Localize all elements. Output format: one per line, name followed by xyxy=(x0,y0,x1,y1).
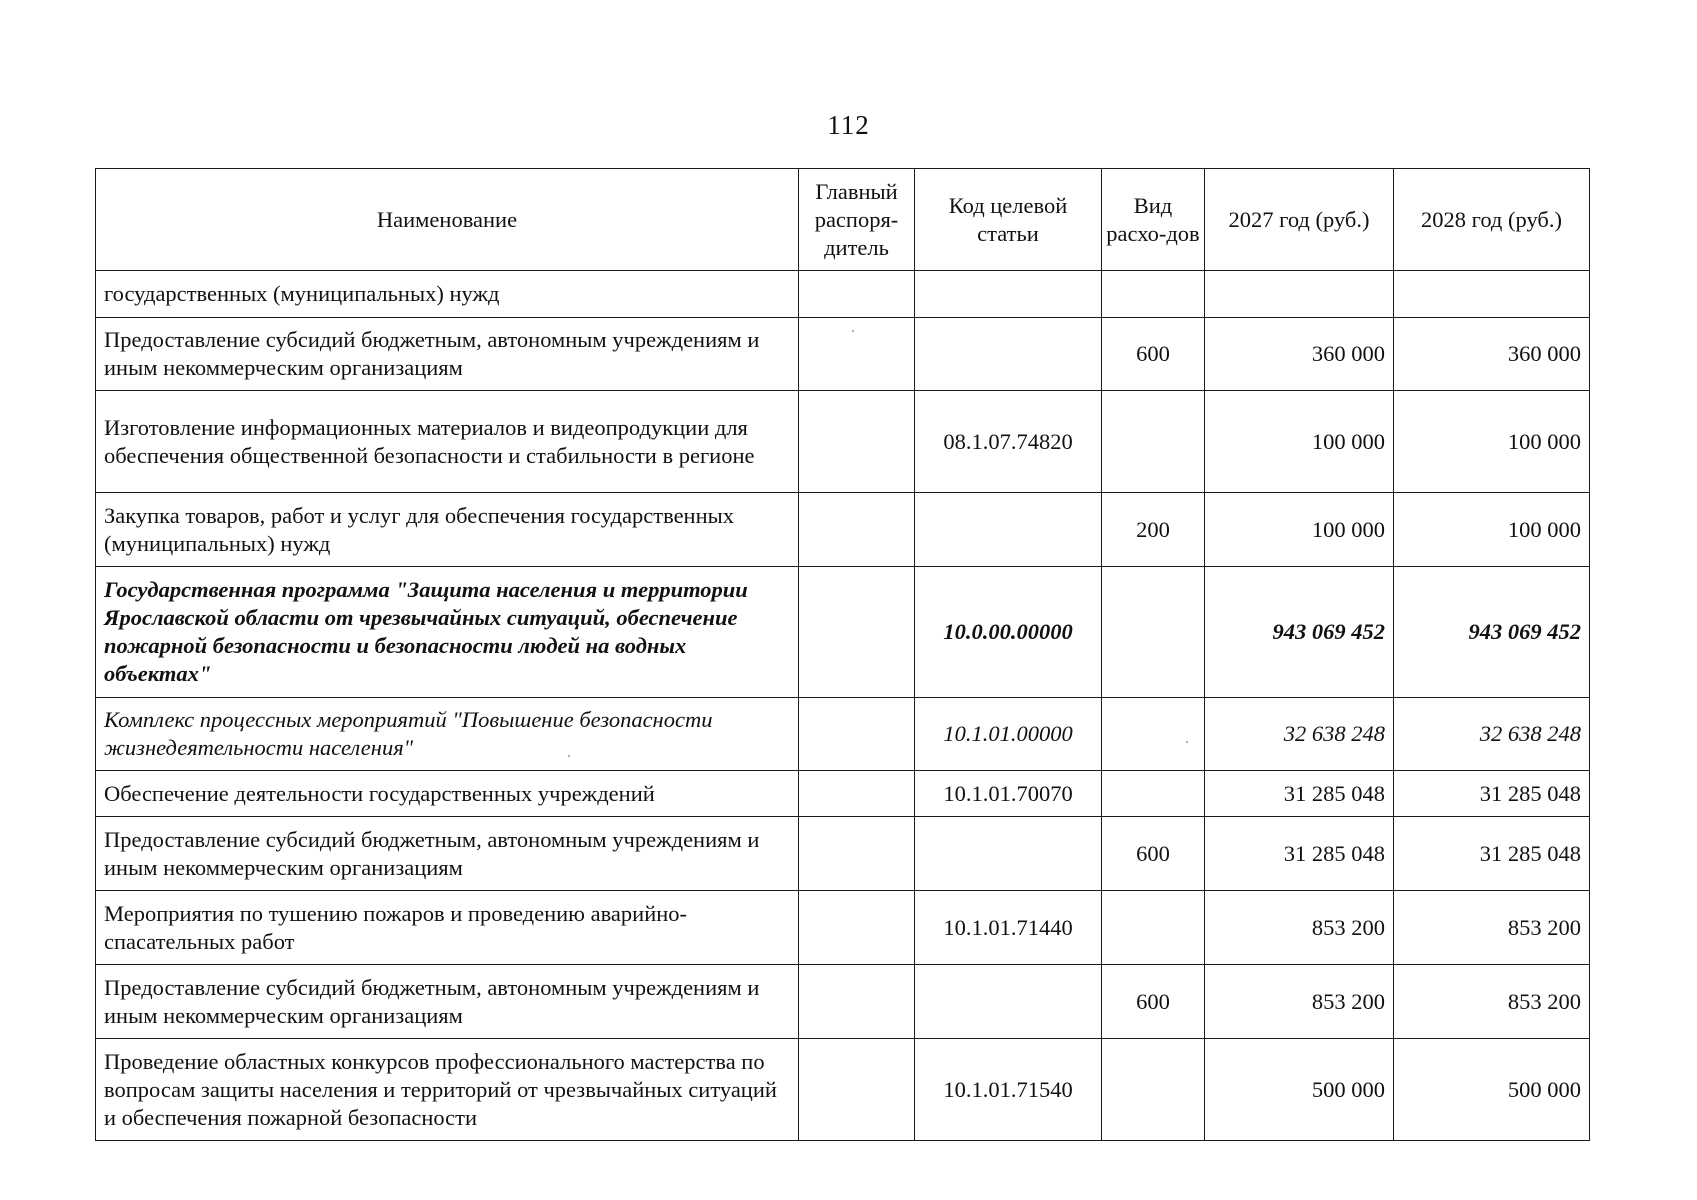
row-2028: 853 200 xyxy=(1394,891,1590,965)
row-code xyxy=(915,318,1102,391)
row-manager xyxy=(799,771,915,817)
row-2028 xyxy=(1394,271,1590,318)
table-row xyxy=(96,817,1590,891)
row-code xyxy=(915,965,1102,1039)
row-manager xyxy=(799,318,915,391)
row-name: Обеспечение деятельности государственных учреждений xyxy=(96,771,799,817)
row-2028: 943 069 452 xyxy=(1394,567,1590,698)
row-2028: 853 200 xyxy=(1394,965,1590,1039)
row-2028: 31 285 048 xyxy=(1394,771,1590,817)
table-header-row xyxy=(96,169,1590,271)
table-row xyxy=(96,771,1590,817)
row-name: Предоставление субсидий бюджетным, автономным учреждениям и иным некоммерческим организациям xyxy=(96,318,799,391)
row-kind xyxy=(1102,698,1205,771)
row-manager xyxy=(799,1039,915,1141)
row-kind: 600 xyxy=(1102,318,1205,391)
row-code: 08.1.07.74820 xyxy=(915,391,1102,493)
row-2028: 100 000 xyxy=(1394,493,1590,567)
row-kind: 200 xyxy=(1102,493,1205,567)
row-manager xyxy=(799,271,915,318)
row-name: Мероприятия по тушению пожаров и проведению аварийно-спасательных работ xyxy=(96,891,799,965)
row-code xyxy=(915,493,1102,567)
page-number: 112 xyxy=(827,110,870,140)
row-2028: 360 000 xyxy=(1394,318,1590,391)
row-manager xyxy=(799,891,915,965)
row-manager xyxy=(799,391,915,493)
row-name: Изготовление информационных материалов и видеопродукции для обеспечения общественной безопасности и стабильности в регионе xyxy=(96,391,799,493)
row-code: 10.0.00.00000 xyxy=(915,567,1102,698)
row-kind xyxy=(1102,271,1205,318)
row-2027: 31 285 048 xyxy=(1205,817,1394,891)
header-2028: 2028 год (руб.) xyxy=(1394,169,1590,271)
row-2027: 31 285 048 xyxy=(1205,771,1394,817)
table-row xyxy=(96,1039,1590,1141)
header-kind: Вид расхо-дов xyxy=(1102,169,1205,271)
table-row xyxy=(96,493,1590,567)
row-code: 10.1.01.70070 xyxy=(915,771,1102,817)
row-code: 10.1.01.71440 xyxy=(915,891,1102,965)
row-manager xyxy=(799,698,915,771)
row-2028: 32 638 248 xyxy=(1394,698,1590,771)
header-code: Код целевой статьи xyxy=(915,169,1102,271)
row-kind: 600 xyxy=(1102,817,1205,891)
header-manager: Главный распоря-дитель xyxy=(799,169,915,271)
table-row xyxy=(96,391,1590,493)
row-code: 10.1.01.71540 xyxy=(915,1039,1102,1141)
row-code xyxy=(915,271,1102,318)
row-name: Комплекс процессных мероприятий "Повышение безопасности жизнедеятельности населения" xyxy=(96,698,799,771)
row-name: государственных (муниципальных) нужд xyxy=(96,271,799,318)
budget-table xyxy=(95,168,1590,1141)
row-2027: 100 000 xyxy=(1205,493,1394,567)
row-kind xyxy=(1102,1039,1205,1141)
row-code: 10.1.01.00000 xyxy=(915,698,1102,771)
row-code xyxy=(915,817,1102,891)
row-manager xyxy=(799,965,915,1039)
row-name: Государственная программа "Защита населения и территории Ярославской области от чрезвычайных ситуаций, обеспечение пожарной безопасности и безопасности людей на водных объектах" xyxy=(96,567,799,698)
row-2028: 500 000 xyxy=(1394,1039,1590,1141)
scan-speck xyxy=(568,755,570,757)
row-manager xyxy=(799,493,915,567)
row-kind xyxy=(1102,771,1205,817)
row-2027: 32 638 248 xyxy=(1205,698,1394,771)
row-name: Закупка товаров, работ и услуг для обеспечения государственных (муниципальных) нужд xyxy=(96,493,799,567)
table-row xyxy=(96,891,1590,965)
row-2027: 100 000 xyxy=(1205,391,1394,493)
table-row xyxy=(96,965,1590,1039)
scan-speck xyxy=(852,330,854,332)
row-manager xyxy=(799,817,915,891)
row-2027 xyxy=(1205,271,1394,318)
table-row-complex xyxy=(96,698,1590,771)
table-row xyxy=(96,271,1590,318)
row-2027: 943 069 452 xyxy=(1205,567,1394,698)
row-name: Предоставление субсидий бюджетным, автономным учреждениям и иным некоммерческим организациям xyxy=(96,965,799,1039)
row-kind xyxy=(1102,391,1205,493)
row-2028: 100 000 xyxy=(1394,391,1590,493)
row-2027: 360 000 xyxy=(1205,318,1394,391)
row-manager xyxy=(799,567,915,698)
table-row xyxy=(96,318,1590,391)
header-name: Наименование xyxy=(96,169,799,271)
header-2027: 2027 год (руб.) xyxy=(1205,169,1394,271)
row-kind: 600 xyxy=(1102,965,1205,1039)
row-name: Предоставление субсидий бюджетным, автономным учреждениям и иным некоммерческим организациям xyxy=(96,817,799,891)
row-2027: 853 200 xyxy=(1205,891,1394,965)
scan-speck xyxy=(1186,741,1188,743)
row-2028: 31 285 048 xyxy=(1394,817,1590,891)
table-row-program xyxy=(96,567,1590,698)
row-kind xyxy=(1102,891,1205,965)
row-kind xyxy=(1102,567,1205,698)
row-2027: 500 000 xyxy=(1205,1039,1394,1141)
row-2027: 853 200 xyxy=(1205,965,1394,1039)
row-name: Проведение областных конкурсов профессионального мастерства по вопросам защиты населения и территорий от чрезвычайных ситуаций и обеспечения пожарной безопасности xyxy=(96,1039,799,1141)
